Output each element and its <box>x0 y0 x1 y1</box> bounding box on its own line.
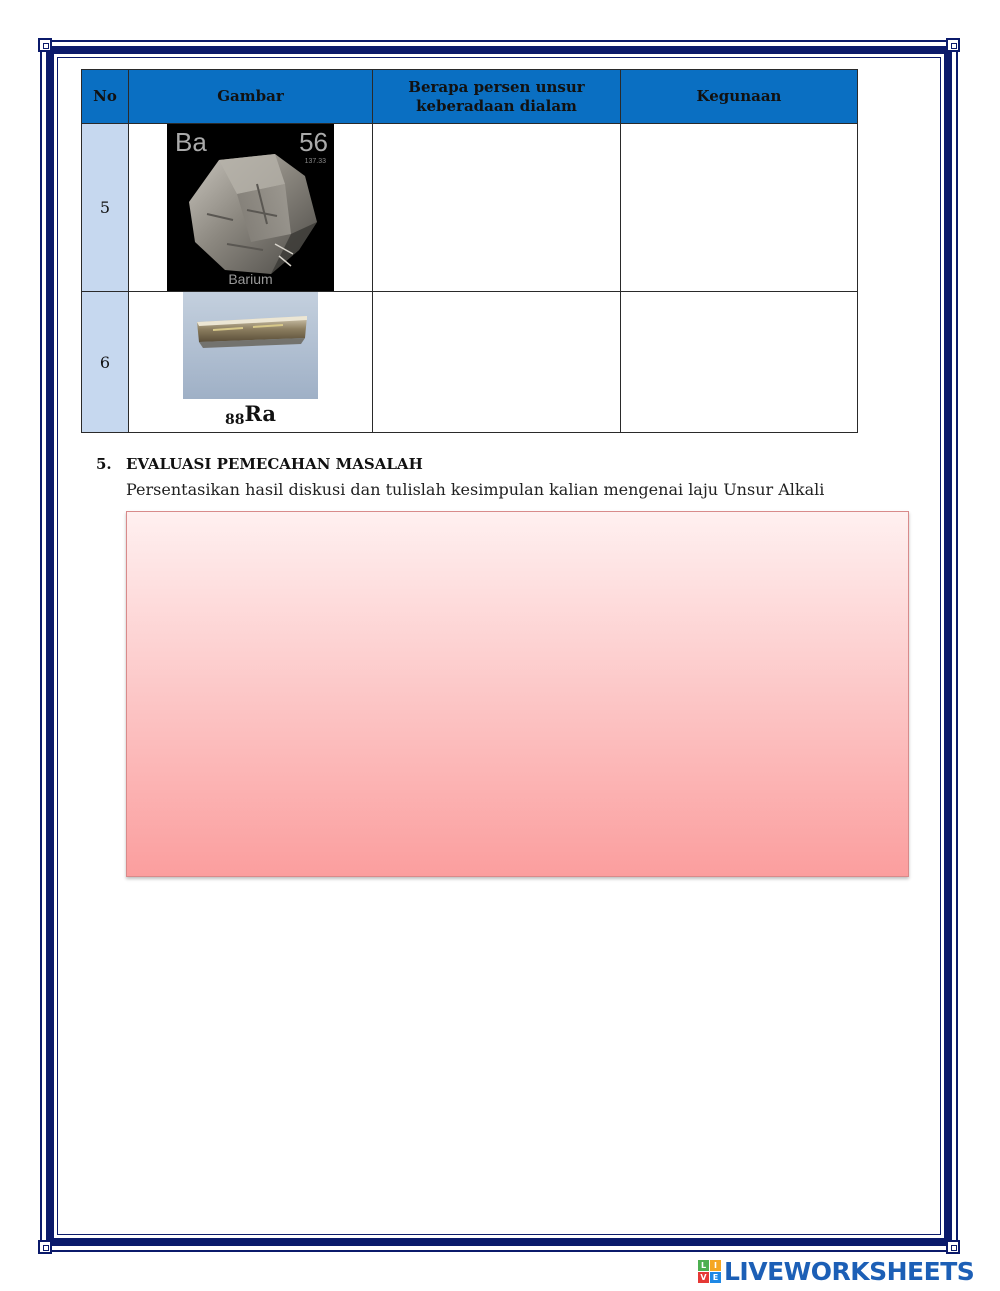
row-number: 6 <box>82 292 129 433</box>
table-header-row <box>82 70 858 124</box>
logo-icon <box>698 1260 721 1283</box>
logo-letter-i: I <box>710 1260 721 1271</box>
radium-label <box>129 402 372 432</box>
radium-symbol: Ra <box>244 401 277 426</box>
barium-atomic-mass: 137.33 <box>304 158 326 165</box>
barium-symbol: Ba <box>175 127 207 157</box>
liveworksheets-logo <box>698 1256 974 1286</box>
barium-image <box>167 124 334 291</box>
section-heading <box>96 455 423 473</box>
table-row <box>82 124 858 292</box>
image-cell <box>129 124 373 292</box>
header-no: No <box>82 70 129 124</box>
radium-image <box>183 292 318 399</box>
barium-name: Barium <box>228 271 273 287</box>
answer-text-box[interactable] <box>126 511 909 877</box>
elements-table <box>81 69 858 433</box>
header-gambar: Gambar <box>129 70 373 124</box>
section-description: Persentasikan hasil diskusi dan tulislah kesimpulan kalian mengenai laju Unsur Alkali <box>126 480 825 499</box>
corner-ornament-top-left <box>38 38 52 52</box>
kegunaan-cell[interactable] <box>621 124 858 292</box>
row-number: 5 <box>82 124 129 292</box>
header-persen: Berapa persen unsur keberadaan dialam <box>373 70 621 124</box>
kegunaan-cell[interactable] <box>621 292 858 433</box>
corner-ornament-top-right <box>946 38 960 52</box>
section-number: 5. <box>96 455 112 473</box>
radium-atomic-number: 88 <box>224 412 245 428</box>
radium-metal-graphic <box>183 292 318 399</box>
section-title: EVALUASI PEMECAHAN MASALAH <box>126 455 423 473</box>
logo-letter-e: E <box>710 1272 721 1283</box>
corner-ornament-bottom-right <box>946 1240 960 1254</box>
table-row <box>82 292 858 433</box>
logo-letter-v: V <box>698 1272 709 1283</box>
persen-cell[interactable] <box>373 124 621 292</box>
logo-letter-l: L <box>698 1260 709 1271</box>
persen-cell[interactable] <box>373 292 621 433</box>
logo-text: LIVEWORKSHEETS <box>724 1256 975 1286</box>
corner-ornament-bottom-left <box>38 1240 52 1254</box>
header-kegunaan: Kegunaan <box>621 70 858 124</box>
barium-atomic-number: 56 <box>299 127 328 157</box>
image-cell <box>129 292 373 433</box>
